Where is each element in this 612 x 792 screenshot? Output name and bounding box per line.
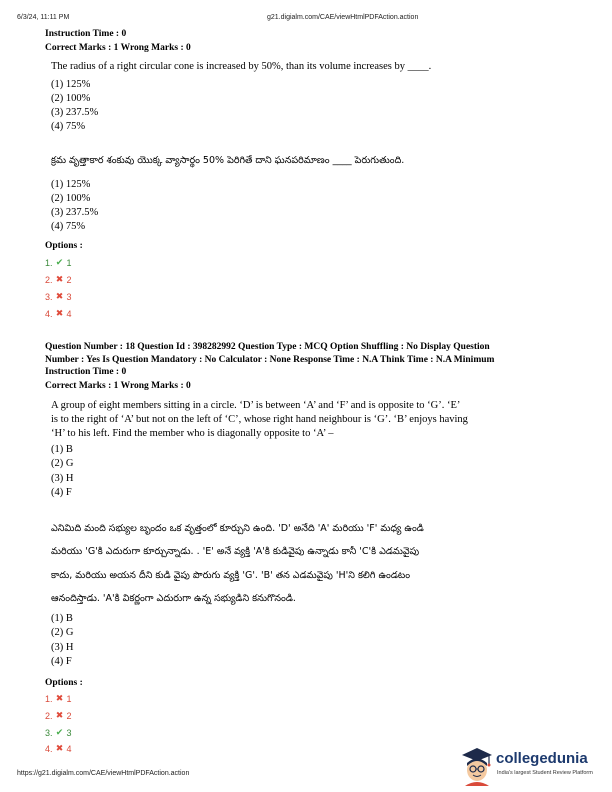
footer-url: https://g21.digialm.com/CAE/viewHtmlPDFAction.action (17, 770, 190, 777)
q17-question-en: The radius of a right circular cone is increased by 50%, than its volume increases by ____. (51, 61, 432, 72)
q18-option-te-3: (3) H (51, 642, 74, 653)
q18-instruction-time: Instruction Time : 0 (45, 367, 127, 377)
q17-option-te-4: (4) 75% (51, 221, 86, 232)
answer-number: 1 (66, 693, 72, 704)
answer-label: 1. (45, 693, 53, 704)
wrong-cross-icon: ✖ (55, 274, 64, 284)
q18-answer-3 (45, 727, 72, 738)
wrong-cross-icon: ✖ (55, 743, 64, 753)
q17-option-te-1: (1) 125% (51, 179, 91, 190)
q18-question-en-line-2: is to the right of ‘A’ but not on the left of ‘C’, whose right hand neighbour is ‘G’. ‘B’ enjoys having (51, 414, 468, 425)
q17-option-en-3: (3) 237.5% (51, 107, 99, 118)
answer-label: 3. (45, 727, 53, 738)
q17-option-en-1: (1) 125% (51, 79, 91, 90)
answer-label: 4. (45, 308, 53, 319)
answer-label: 2. (45, 274, 53, 285)
q17-option-en-2: (2) 100% (51, 93, 91, 104)
q18-option-te-1: (1) B (51, 613, 73, 624)
wrong-cross-icon: ✖ (55, 693, 64, 703)
answer-number: 3 (66, 291, 72, 302)
q17-options-label: Options : (45, 241, 83, 251)
answer-label: 1. (45, 257, 53, 268)
q18-options-label: Options : (45, 678, 83, 688)
q17-answer-4 (45, 308, 72, 319)
q17-option-en-4: (4) 75% (51, 121, 86, 132)
q18-option-en-3: (3) H (51, 473, 74, 484)
answer-number: 4 (66, 743, 72, 754)
q17-question-te: క్రమ వృత్తాకార శంకువు యొక్క వ్యాసార్థం 50% పెరిగితే దాని ఘనపరిమాణం ____ పెరుగుతుంది. (51, 155, 405, 166)
q18-option-en-4: (4) F (51, 487, 72, 498)
q18-option-te-4: (4) F (51, 656, 72, 667)
q17-answer-2 (45, 274, 72, 285)
q18-answer-2 (45, 710, 72, 721)
print-datetime: 6/3/24, 11:11 PM (17, 14, 70, 21)
q18-question-te-line-1: ఎనిమిది మంది సభ్యుల బృందం ఒక వృత్తంలో కూర్చుని ఉంది. 'D' అనేది 'A' మరియు 'F' మధ్య ఉండి (51, 523, 424, 534)
q18-question-te-line-2: మరియు 'G'కి ఎదురుగా కూర్చున్నాడు. . 'E' అనే వ్యక్తి 'A'కి కుడివైపు ఉన్నాడు కానీ 'C'కి ఎడమవైపు (51, 546, 420, 557)
q18-marks: Correct Marks : 1 Wrong Marks : 0 (45, 381, 191, 391)
q18-question-en-line-3: ‘H’ to his left. Find the member who is diagonally opposite to ‘A’ – (51, 428, 334, 439)
q18-answer-4 (45, 743, 72, 754)
q17-instruction-time: Instruction Time : 0 (45, 29, 127, 39)
q18-question-en-line-1: A group of eight members sitting in a circle. ‘D’ is between ‘A’ and ‘F’ and is opposite to ‘G’. ‘E’ (51, 400, 461, 411)
q17-option-te-2: (2) 100% (51, 193, 91, 204)
q18-option-en-1: (1) B (51, 444, 73, 455)
q18-option-en-2: (2) G (51, 458, 74, 469)
answer-label: 4. (45, 743, 53, 754)
answer-number: 1 (66, 257, 72, 268)
print-url: g21.digialm.com/CAE/viewHtmlPDFAction.action (267, 14, 419, 21)
q18-answer-1 (45, 693, 72, 704)
q18-option-te-2: (2) G (51, 627, 74, 638)
wrong-cross-icon: ✖ (55, 291, 64, 301)
answer-number: 4 (66, 308, 72, 319)
q17-answer-3 (45, 291, 72, 302)
graduate-mascot-icon (459, 746, 495, 786)
correct-tick-icon: ✔ (55, 727, 64, 737)
logo-tagline: India's largest Student Review Platform (497, 770, 593, 776)
logo-wordmark: collegedunia (496, 750, 588, 767)
q18-question-te-line-3: కాదు, మరియు అయన దీని కుడి వైపు పొరుగు వ్యక్తి 'G'. 'B' తన ఎడమవైపు 'H'ని కలిగి ఉండటం (51, 570, 411, 581)
q17-marks: Correct Marks : 1 Wrong Marks : 0 (45, 43, 191, 53)
correct-tick-icon: ✔ (55, 257, 64, 267)
q18-question-te-line-4: ఆనందిస్తాడు. 'A'కి వికర్ణంగా ఎదురుగా ఉన్న సభ్యుడిని కనుగొనండి. (51, 593, 296, 604)
q17-answer-1 (45, 257, 72, 268)
answer-number: 2 (66, 274, 72, 285)
q18-meta-line-1: Question Number : 18 Question Id : 398282992 Question Type : MCQ Option Shuffling : No Display Question (45, 342, 490, 352)
answer-label: 3. (45, 291, 53, 302)
collegedunia-logo (459, 744, 609, 788)
wrong-cross-icon: ✖ (55, 308, 64, 318)
q18-meta-line-2: Number : Yes Is Question Mandatory : No Calculator : None Response Time : N.A Think Time : N.A Minimum (45, 355, 495, 365)
wrong-cross-icon: ✖ (55, 710, 64, 720)
answer-label: 2. (45, 710, 53, 721)
answer-number: 2 (66, 710, 72, 721)
answer-number: 3 (66, 727, 72, 738)
q17-option-te-3: (3) 237.5% (51, 207, 99, 218)
